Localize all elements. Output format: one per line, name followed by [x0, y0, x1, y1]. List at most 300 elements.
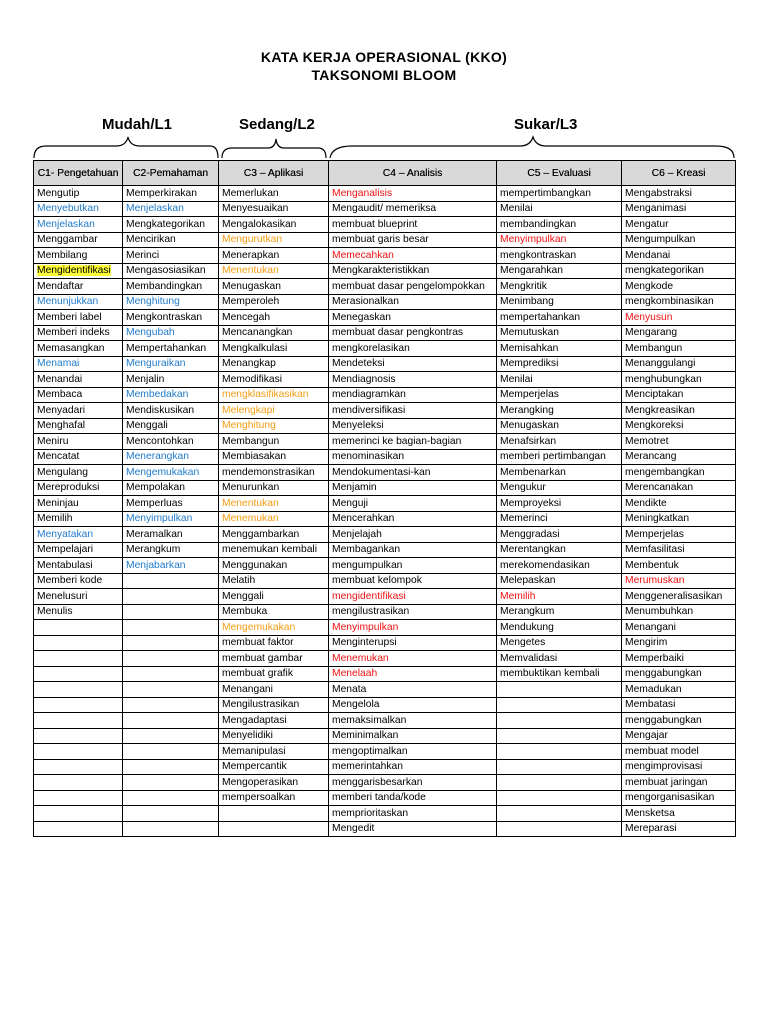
cell-c1 [34, 604, 123, 620]
verb-text: mengorganisasikan [625, 792, 715, 804]
cell-c6 [622, 542, 736, 558]
verb-text: mengkategorikan [625, 265, 704, 277]
verb-text: Mengoperasikan [222, 776, 299, 788]
verb-text: Menyelidiki [222, 730, 273, 742]
cell-c3 [219, 697, 329, 713]
verb-text: Menguraikan [126, 358, 186, 370]
brace-easy [34, 137, 218, 158]
cell-c3 [219, 325, 329, 341]
table-row [34, 325, 736, 341]
cell-c5 [497, 821, 622, 837]
cell-c6 [622, 403, 736, 419]
verb-text: membuat model [625, 745, 699, 757]
cell-c1 [34, 542, 123, 558]
cell-c2 [123, 635, 219, 651]
cell-c1 [34, 511, 123, 527]
cell-c4 [329, 527, 497, 543]
cell-c1 [34, 387, 123, 403]
cell-c5 [497, 759, 622, 775]
verb-text: Memperkirakan [126, 187, 197, 199]
verb-text: membandingkan [500, 218, 577, 230]
verb-text: Menghitung [126, 296, 180, 308]
verb-text: mengkombinasikan [625, 296, 714, 308]
header-c6: C6 – Kreasi [622, 161, 736, 186]
cell-c2 [123, 511, 219, 527]
table-row [34, 697, 736, 713]
cell-c6 [622, 294, 736, 310]
cell-c4 [329, 449, 497, 465]
cell-c5 [497, 356, 622, 372]
verb-text: Mendokumentasi-kan [332, 466, 431, 478]
verb-text: Mendikte [625, 497, 667, 509]
cell-c5 [497, 728, 622, 744]
cell-c2 [123, 248, 219, 264]
cell-c5 [497, 387, 622, 403]
cell-c1 [34, 821, 123, 837]
cell-c6 [622, 186, 736, 202]
cell-c2 [123, 480, 219, 496]
table-row [34, 434, 736, 450]
verb-text: Mengumpulkan [625, 234, 696, 246]
verb-text: Menginterupsi [332, 637, 397, 649]
verb-text: Memprediksi [500, 358, 559, 370]
cell-c5 [497, 480, 622, 496]
cell-c3 [219, 186, 329, 202]
cell-c5 [497, 341, 622, 357]
verb-text: Mengasosiasikan [126, 265, 206, 277]
verb-text: menghubungkan [625, 373, 702, 385]
cell-c5 [497, 294, 622, 310]
cell-c6 [622, 341, 736, 357]
verb-text: Menjalin [126, 373, 165, 385]
cell-c6 [622, 511, 736, 527]
verb-text: Menugaskan [222, 280, 281, 292]
verb-text: Mempertahankan [126, 342, 207, 354]
cell-c2 [123, 201, 219, 217]
verb-text: Menjamin [332, 482, 377, 494]
cell-c2 [123, 775, 219, 791]
verb-text: Menafsirkan [500, 435, 557, 447]
cell-c5 [497, 449, 622, 465]
verb-text: Mengelola [332, 699, 380, 711]
verb-text: mendiversifikasi [332, 404, 406, 416]
cell-c5 [497, 744, 622, 760]
cell-c2 [123, 589, 219, 605]
cell-c3 [219, 635, 329, 651]
verb-text: Menggunakan [222, 559, 288, 571]
cell-c3 [219, 806, 329, 822]
cell-c4 [329, 790, 497, 806]
cell-c2 [123, 806, 219, 822]
level-label-medium: Sedang/L2 [239, 116, 315, 133]
document-title: KATA KERJA OPERASIONAL (KKO) [260, 49, 508, 65]
verb-text: Melatih [222, 575, 256, 587]
verb-text: Membenarkan [500, 466, 566, 478]
cell-c6 [622, 744, 736, 760]
cell-c1 [34, 310, 123, 326]
table-row [34, 217, 736, 233]
table-row [34, 821, 736, 837]
cell-c1 [34, 744, 123, 760]
verb-text: Mengirim [625, 637, 668, 649]
verb-text: Mengkreasikan [625, 404, 695, 416]
verb-text: Menghitung [222, 420, 276, 432]
cell-c1 [34, 449, 123, 465]
verb-text: menemukan kembali [222, 544, 318, 556]
verb-text: Melengkapi [222, 404, 275, 416]
cell-c5 [497, 511, 622, 527]
verb-text: Mengalokasikan [222, 218, 297, 230]
verb-text: Menghafal [37, 420, 86, 432]
table-row [34, 418, 736, 434]
cell-c6 [622, 821, 736, 837]
verb-text: Memfasilitasi [625, 544, 685, 556]
verb-text: Menjabarkan [126, 559, 186, 571]
cell-c1 [34, 589, 123, 605]
verb-text: Mengkategorikan [126, 218, 205, 230]
table-row [34, 465, 736, 481]
verb-text: mempertahankan [500, 311, 581, 323]
cell-c3 [219, 294, 329, 310]
header-c3: C3 – Aplikasi [219, 161, 329, 186]
verb-text: membuat jaringan [625, 776, 708, 788]
verb-text: Membangun [625, 342, 683, 354]
verb-text: merekomendasikan [500, 559, 590, 571]
table-row [34, 511, 736, 527]
verb-text: Menamai [37, 358, 80, 370]
cell-c4 [329, 387, 497, 403]
cell-c4 [329, 573, 497, 589]
table-row [34, 542, 736, 558]
verb-text: Merencanakan [625, 482, 694, 494]
verb-text: Mencanangkan [222, 327, 293, 339]
cell-c1 [34, 682, 123, 698]
verb-text: Menggeneralisasikan [625, 590, 723, 602]
cell-c5 [497, 325, 622, 341]
cell-c3 [219, 217, 329, 233]
cell-c1 [34, 418, 123, 434]
cell-c2 [123, 310, 219, 326]
cell-c5 [497, 573, 622, 589]
verb-text: Mengilustrasikan [222, 699, 300, 711]
cell-c4 [329, 341, 497, 357]
verb-text: Memproyeksi [500, 497, 562, 509]
verb-text: Mengkontraskan [126, 311, 203, 323]
verb-text: menominasikan [332, 451, 405, 463]
verb-text: Mencirikan [126, 234, 176, 246]
header-c1: C1- Pengetahuan [34, 161, 123, 186]
table-row [34, 635, 736, 651]
verb-text: Membatasi [625, 699, 676, 711]
cell-c4 [329, 279, 497, 295]
verb-text: Menyusun [625, 311, 673, 323]
cell-c3 [219, 589, 329, 605]
cell-c5 [497, 263, 622, 279]
cell-c4 [329, 356, 497, 372]
verb-text: Mendaftar [37, 280, 84, 292]
verb-text: Mengadaptasi [222, 714, 287, 726]
cell-c1 [34, 635, 123, 651]
verb-text: Menjelaskan [37, 218, 95, 230]
cell-c3 [219, 201, 329, 217]
cell-c5 [497, 651, 622, 667]
cell-c1 [34, 465, 123, 481]
cell-c6 [622, 682, 736, 698]
cell-c3 [219, 511, 329, 527]
verb-text: Menata [332, 683, 367, 695]
brace-hard [330, 137, 734, 158]
verb-text: memberi pertimbangan [500, 451, 606, 463]
cell-c3 [219, 527, 329, 543]
verb-text: Mentabulasi [37, 559, 93, 571]
verb-text: Mengabstraksi [625, 187, 692, 199]
verb-text: Memecahkan [332, 249, 394, 261]
cell-c6 [622, 279, 736, 295]
verb-text: Menyesuaikan [222, 203, 289, 215]
verb-text: Mengetes [500, 637, 546, 649]
cell-c4 [329, 310, 497, 326]
cell-c5 [497, 635, 622, 651]
verb-text: Memperjelas [625, 528, 684, 540]
table-row [34, 573, 736, 589]
verb-text: Mengurutkan [222, 234, 283, 246]
cell-c1 [34, 759, 123, 775]
verb-text: Menyeleksi [332, 420, 384, 432]
verb-text: Membilang [37, 249, 88, 261]
cell-c4 [329, 620, 497, 636]
cell-c2 [123, 697, 219, 713]
verb-text: Mempelajari [37, 544, 94, 556]
verb-text: memaksimalkan [332, 714, 407, 726]
cell-c2 [123, 434, 219, 450]
cell-c5 [497, 232, 622, 248]
verb-text: membuat gambar [222, 652, 303, 664]
table-row [34, 496, 736, 512]
cell-c2 [123, 294, 219, 310]
verb-text: Mengukur [500, 482, 546, 494]
cell-c1 [34, 527, 123, 543]
verb-text: Memberi label [37, 311, 102, 323]
cell-c6 [622, 806, 736, 822]
cell-c1 [34, 186, 123, 202]
verb-text: Menyimpulkan [500, 234, 567, 246]
cell-c5 [497, 403, 622, 419]
verb-text: membuat kelompok [332, 575, 422, 587]
header-c4: C4 – Analisis [329, 161, 497, 186]
cell-c3 [219, 682, 329, 698]
verb-text: Menggali [222, 590, 264, 602]
verb-text: Merangking [500, 404, 554, 416]
table-row [34, 620, 736, 636]
cell-c5 [497, 465, 622, 481]
cell-c1 [34, 496, 123, 512]
verb-text: Membagankan [332, 544, 401, 556]
cell-c4 [329, 651, 497, 667]
cell-c3 [219, 558, 329, 574]
verb-text: Mengkalkulasi [222, 342, 288, 354]
cell-c6 [622, 728, 736, 744]
cell-c3 [219, 775, 329, 791]
document-subtitle: TAKSONOMI BLOOM [311, 67, 457, 83]
verb-text: Membangun [222, 435, 280, 447]
table-row [34, 806, 736, 822]
cell-c1 [34, 775, 123, 791]
cell-c6 [622, 480, 736, 496]
cell-c4 [329, 232, 497, 248]
cell-c2 [123, 651, 219, 667]
cell-c2 [123, 790, 219, 806]
verb-text: Membentuk [625, 559, 679, 571]
cell-c5 [497, 620, 622, 636]
cell-c3 [219, 248, 329, 264]
cell-c6 [622, 248, 736, 264]
verb-text: Memisahkan [500, 342, 559, 354]
cell-c2 [123, 387, 219, 403]
verb-text: Menganalisis [332, 187, 393, 199]
verb-text: Mengidentifikasi [37, 265, 111, 277]
cell-c4 [329, 248, 497, 264]
cell-c1 [34, 558, 123, 574]
table-row [34, 759, 736, 775]
table-row [34, 651, 736, 667]
cell-c2 [123, 325, 219, 341]
verb-text: Memerinci [500, 513, 548, 525]
cell-c4 [329, 604, 497, 620]
verb-text: mendiagramkan [332, 389, 406, 401]
table-row [34, 232, 736, 248]
verb-text: Memanipulasi [222, 745, 286, 757]
verb-text: mengidentifikasi [332, 590, 406, 602]
cell-c5 [497, 418, 622, 434]
verb-text: Merangkum [500, 606, 555, 618]
cell-c2 [123, 728, 219, 744]
cell-c3 [219, 449, 329, 465]
verb-text: Membandingkan [126, 280, 203, 292]
cell-c2 [123, 744, 219, 760]
verb-text: membuat faktor [222, 637, 294, 649]
verb-text: Mempercantik [222, 761, 287, 773]
cell-c1 [34, 728, 123, 744]
verb-text: Menilai [500, 203, 533, 215]
cell-c4 [329, 806, 497, 822]
table-row [34, 790, 736, 806]
verb-text: Merentangkan [500, 544, 566, 556]
cell-c1 [34, 248, 123, 264]
cell-c5 [497, 527, 622, 543]
verb-text: Melepaskan [500, 575, 556, 587]
verb-text: Menjelajah [332, 528, 382, 540]
cell-c6 [622, 372, 736, 388]
cell-c4 [329, 434, 497, 450]
cell-c6 [622, 604, 736, 620]
verb-text: Menegaskan [332, 311, 391, 323]
cell-c5 [497, 713, 622, 729]
cell-c1 [34, 372, 123, 388]
cell-c6 [622, 558, 736, 574]
table-row [34, 356, 736, 372]
cell-c1 [34, 697, 123, 713]
table-row [34, 589, 736, 605]
verb-text: Mendiskusikan [126, 404, 195, 416]
cell-c2 [123, 263, 219, 279]
cell-c6 [622, 449, 736, 465]
cell-c1 [34, 294, 123, 310]
verb-text: Mencerahkan [332, 513, 395, 525]
cell-c1 [34, 341, 123, 357]
brace-medium [222, 139, 326, 158]
table-row [34, 310, 736, 326]
verb-text: Menelaah [332, 668, 378, 680]
cell-c6 [622, 217, 736, 233]
verb-text: Mendanai [625, 249, 671, 261]
verb-text: Mendeteksi [332, 358, 385, 370]
verb-text: Mencegah [222, 311, 271, 323]
verb-text: Mereproduksi [37, 482, 100, 494]
verb-text: Memberi kode [37, 575, 103, 587]
table-row [34, 480, 736, 496]
verb-text: Merasionalkan [332, 296, 399, 308]
verb-text: mengkorelasikan [332, 342, 410, 354]
cell-c6 [622, 651, 736, 667]
verb-text: Menanggulangi [625, 358, 696, 370]
cell-c5 [497, 558, 622, 574]
verb-text: Menyebutkan [37, 203, 99, 215]
cell-c1 [34, 573, 123, 589]
cell-c2 [123, 604, 219, 620]
cell-c2 [123, 620, 219, 636]
table-row [34, 682, 736, 698]
table-row [34, 341, 736, 357]
cell-c3 [219, 232, 329, 248]
cell-c3 [219, 403, 329, 419]
cell-c1 [34, 201, 123, 217]
verb-text: membuat garis besar [332, 234, 429, 246]
cell-c6 [622, 573, 736, 589]
verb-text: Membaca [37, 389, 83, 401]
cell-c5 [497, 589, 622, 605]
cell-c3 [219, 573, 329, 589]
cell-c6 [622, 496, 736, 512]
verb-text: Mengemukakan [222, 621, 296, 633]
verb-text: Menemukan [332, 652, 389, 664]
cell-c5 [497, 248, 622, 264]
verb-text: Memutuskan [500, 327, 559, 339]
cell-c5 [497, 806, 622, 822]
verb-text: Memilih [37, 513, 73, 525]
verb-text: Menyimpulkan [332, 621, 399, 633]
cell-c2 [123, 217, 219, 233]
cell-c6 [622, 418, 736, 434]
table-row [34, 294, 736, 310]
cell-c4 [329, 728, 497, 744]
cell-c6 [622, 325, 736, 341]
verb-text: Mengajar [625, 730, 668, 742]
verb-text: Menunjukkan [37, 296, 99, 308]
cell-c6 [622, 356, 736, 372]
cell-c1 [34, 713, 123, 729]
cell-c6 [622, 666, 736, 682]
cell-c2 [123, 279, 219, 295]
verb-text: Mengatur [625, 218, 669, 230]
cell-c2 [123, 372, 219, 388]
cell-c5 [497, 201, 622, 217]
cell-c3 [219, 604, 329, 620]
cell-c2 [123, 821, 219, 837]
kko-table [33, 160, 736, 837]
verb-text: membuat blueprint [332, 218, 418, 230]
cell-c4 [329, 589, 497, 605]
verb-text: Mempolakan [126, 482, 185, 494]
